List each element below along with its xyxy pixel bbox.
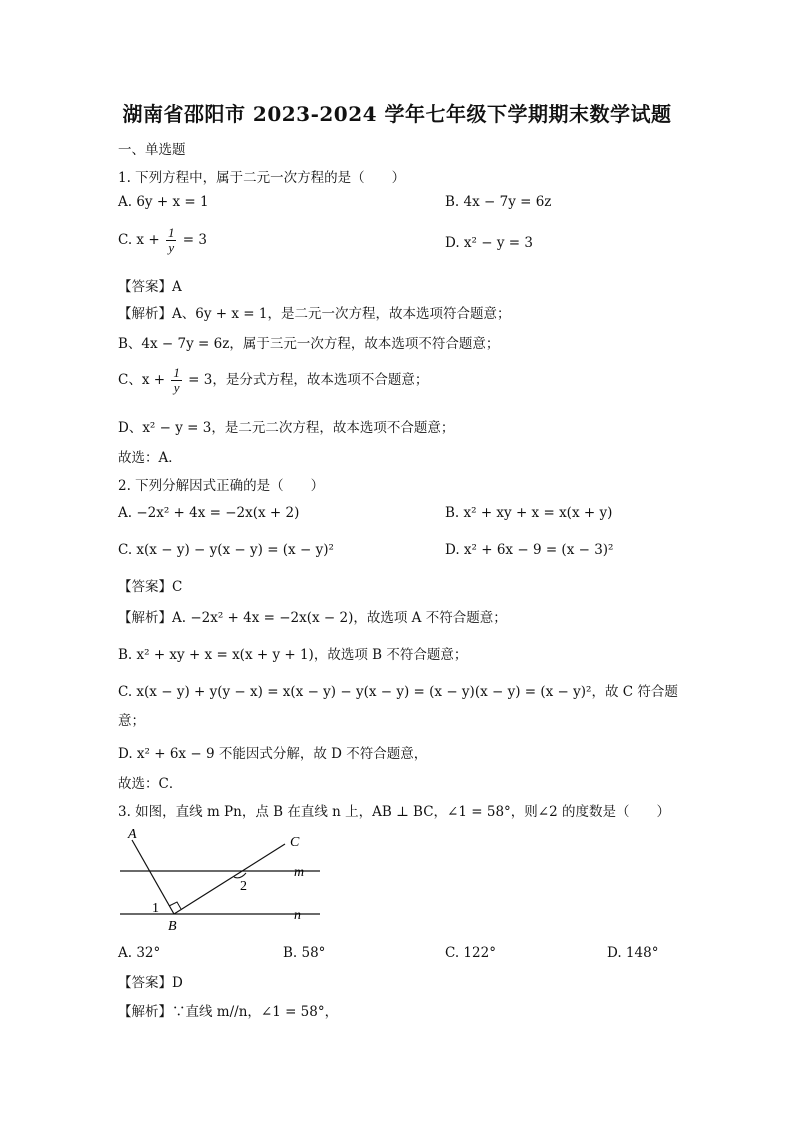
q3-option-b: B. 58°: [283, 945, 326, 961]
label-m: m: [294, 865, 305, 880]
q2-conclusion: 故选：C．: [118, 776, 183, 792]
fraction-numerator: 1: [167, 225, 175, 240]
fraction-denominator: y: [168, 240, 175, 255]
q1-conclusion: 故选：A．: [118, 450, 182, 466]
q1-explanation-4: D、x² − y = 3，是二元二次方程，故本选项不合题意；: [118, 420, 455, 436]
q2-explanation-1: 【解析】A. −2x² + 4x = −2x(x − 2)，故选项 A 不符合题意；: [118, 610, 507, 626]
q2-explanation-2: B. x² + xy + x = x(x + y + 1)，故选项 B 不符合题意；: [118, 647, 468, 663]
exam-title: 湖南省邵阳市 2023-2024 学年七年级下学期期末数学试题: [122, 102, 672, 126]
q3-answer: 【答案】D: [118, 975, 183, 991]
q1-option-b: B. 4x − 7y = 6z: [445, 194, 552, 210]
q1-explanation-2: B、4x − 7y = 6z，属于三元一次方程，故本选项不符合题意；: [118, 336, 500, 352]
q2-option-c: C. x(x − y) − y(x − y) = (x − y)²: [118, 542, 334, 558]
q2-option-b: B. x² + xy + x = x(x + y): [445, 505, 613, 521]
q3-explanation-1: 【解析】∵直线 m//n，∠1 = 58°，: [118, 1004, 339, 1020]
label-angle-2: 2: [240, 879, 247, 894]
q2-option-a: A. −2x² + 4x = −2x(x + 2): [118, 505, 300, 521]
label-a: A: [128, 827, 137, 842]
question-2-stem: 2. 下列分解因式正确的是（ ）: [118, 478, 325, 494]
fraction-denominator: y: [173, 380, 180, 395]
q1-explanation-3: [118, 366, 428, 395]
q2-explanation-4: D. x² + 6x − 9 不能因式分解，故 D 不符合题意，: [118, 746, 428, 762]
q1-option-c: [118, 226, 207, 255]
q1-explanation-1: 【解析】A、6y + x = 1，是二元一次方程，故本选项符合题意；: [118, 306, 511, 322]
label-b: B: [168, 919, 177, 934]
q1-option-c-suffix: = 3: [182, 232, 207, 248]
label-n: n: [294, 908, 301, 923]
q3-option-c: C. 122°: [445, 945, 496, 961]
q1-option-a: A. 6y + x = 1: [118, 194, 209, 210]
q1-exp3-prefix: C、x +: [118, 372, 166, 388]
fraction-numerator: 1: [173, 365, 180, 380]
section-heading: 一、单选题: [118, 142, 186, 158]
q1-exp3-fraction: [171, 366, 182, 395]
q2-explanation-3-continued: 意；: [118, 713, 145, 729]
q1-option-c-prefix: C. x +: [118, 232, 160, 248]
q3-option-a: A. 32°: [118, 945, 161, 961]
q2-option-d: D. x² + 6x − 9 = (x − 3)²: [445, 542, 614, 558]
segment-bc: [174, 844, 285, 914]
question-3-stem: 3. 如图，直线 m Pn，点 B 在直线 n 上，AB ⊥ BC，∠1 = 58°，则∠2 的度数是（ ）: [118, 804, 670, 820]
geometry-figure: [110, 822, 330, 937]
q1-option-d: D. x² − y = 3: [445, 235, 533, 251]
question-1-stem: 1. 下列方程中，属于二元一次方程的是（ ）: [118, 170, 406, 186]
label-angle-1: 1: [152, 901, 159, 916]
q1-answer: 【答案】A: [118, 279, 182, 295]
q1-exp3-suffix: = 3，是分式方程，故本选项不合题意；: [188, 372, 429, 388]
q3-option-d: D. 148°: [607, 945, 659, 961]
q1-option-c-fraction: [166, 226, 177, 255]
q2-explanation-3: C. x(x − y) + y(y − x) = x(x − y) − y(x − y) = (x − y)(x − y) = (x − y)²，故 C 符合题: [118, 684, 678, 700]
q2-answer: 【答案】C: [118, 579, 183, 595]
label-c: C: [290, 835, 300, 850]
